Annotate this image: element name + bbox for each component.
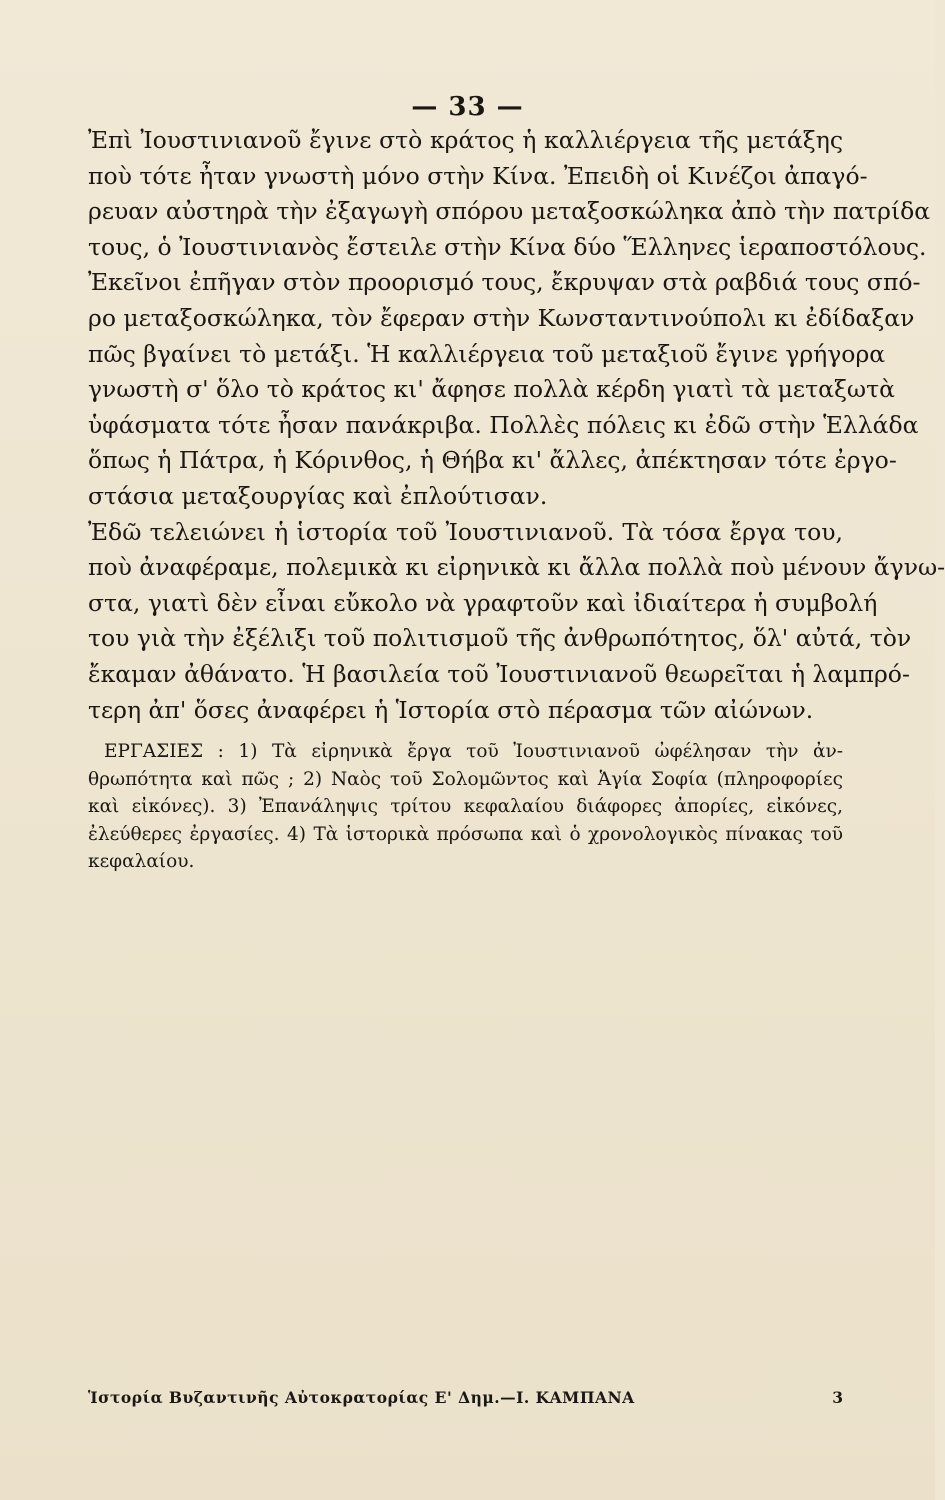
paragraph-line: ποὺ τότε ἦταν γνωστὴ μόνο στὴν Κίνα. Ἐπειδὴ οἱ Κινέζοι ἀπαγό- — [88, 161, 868, 190]
paragraph-line: ρο μεταξοσκώληκα, τὸν ἔφεραν στὴν Κωνσταντινούπολι κι ἐδίδαξαν — [88, 303, 915, 332]
paragraph-line: πῶς βγαίνει τὸ μετάξι. Ἡ καλλιέργεια τοῦ μεταξιοῦ ἔγινε γρήγορα — [88, 339, 886, 368]
body-text — [88, 123, 945, 728]
paragraph-line: ποὺ ἀναφέραμε, πολεμικὰ κι εἰρηνικὰ κι ἄλλα πολλὰ ποὺ μένουν ἄγνω- — [88, 553, 945, 582]
paragraph-line: γνωστὴ σ' ὅλο τὸ κράτος κι' ἄφησε πολλὰ κέρδη γιατὶ τὰ μεταξωτὰ — [88, 375, 895, 404]
paragraph-line: Ἐπὶ Ἰουστινιανοῦ ἔγινε στὸ κράτος ἡ καλλιέργεια τῆς μετάξης — [88, 126, 843, 154]
paragraph-line: τερη ἀπ' ὅσες ἀναφέρει ἡ Ἱστορία στὸ πέρασμα τῶν αἰώνων. — [88, 695, 814, 724]
paragraph-line: ρευαν αὐστηρὰ τὴν ἐξαγωγὴ σπόρου μεταξοσκώληκα ἀπὸ τὴν πατρίδα — [88, 197, 931, 226]
footer-signature-mark: 3 — [832, 1388, 843, 1407]
exercises-line: ΕΡΓΑΣΙΕΣ : 1) Τὰ εἰρηνικὰ ἔργα τοῦ Ἰουστινιανοῦ ὠφέλησαν τὴν ἀν- — [104, 741, 843, 762]
paragraph-line: τους, ὁ Ἰουστινιανὸς ἔστειλε στὴν Κίνα δύο Ἕλληνες ἱεραποστόλους. — [88, 232, 927, 261]
paragraph-line: του γιὰ τὴν ἐξέλιξι τοῦ πολιτισμοῦ τῆς ἀνθρωπότητος, ὅλ' αὐτά, τὸν — [88, 624, 912, 653]
paragraph-line: Ἐδῶ τελειώνει ἡ ἱστορία τοῦ Ἰουστινιανοῦ. Τὰ τόσα ἔργα του, — [88, 517, 843, 546]
paragraph-line: ὑφάσματα τότε ἦσαν πανάκριβα. Πολλὲς πόλεις κι ἐδῶ στὴν Ἑλλάδα — [88, 410, 919, 439]
paragraph-line: Ἐκεῖνοι ἐπῆγαν στὸν προορισμό τους, ἔκρυψαν στὰ ραβδιά τους σπό- — [88, 268, 921, 297]
paragraph-line: ἔκαμαν ἀθάνατο. Ἡ βασιλεία τοῦ Ἰουστινιανοῦ θεωρεῖται ἡ λαμπρό- — [88, 659, 910, 688]
paragraph-line: στα, γιατὶ δὲν εἶναι εὔκολο νὰ γραφτοῦν καὶ ἰδιαίτερα ἡ συμβολή — [88, 588, 878, 617]
page-number: — 33 — — [411, 92, 524, 122]
paragraph-line: ὅπως ἡ Πάτρα, ἡ Κόρινθος, ἡ Θήβα κι' ἄλλες, ἀπέκτησαν τότε ἐργο- — [88, 446, 897, 475]
exercises-section — [88, 738, 843, 876]
exercises-line: κεφαλαίου. — [88, 851, 195, 872]
footer-book-title: Ἱστορία Βυζαντινῆς Αὐτοκρατορίας Ε' Δημ.—Ι. ΚΑΜΠΑΝΑ — [88, 1388, 635, 1407]
exercises-line: ἐλεύθερες ἐργασίες. 4) Τὰ ἱστορικὰ πρόσωπα καὶ ὁ χρονολογικὸς πίνακας τοῦ — [88, 823, 843, 845]
exercises-line: καὶ εἰκόνες). 3) Ἐπανάληψις τρίτου κεφαλαίου διάφορες ἀπορίες, εἰκόνες, — [88, 796, 843, 817]
paragraph-line: στάσια μεταξουργίας καὶ ἐπλούτισαν. — [88, 481, 548, 510]
exercises-line: θρωπότητα καὶ πῶς ; 2) Ναὸς τοῦ Σολομῶντος καὶ Ἁγία Σοφία (πληροφορίες — [88, 768, 843, 790]
